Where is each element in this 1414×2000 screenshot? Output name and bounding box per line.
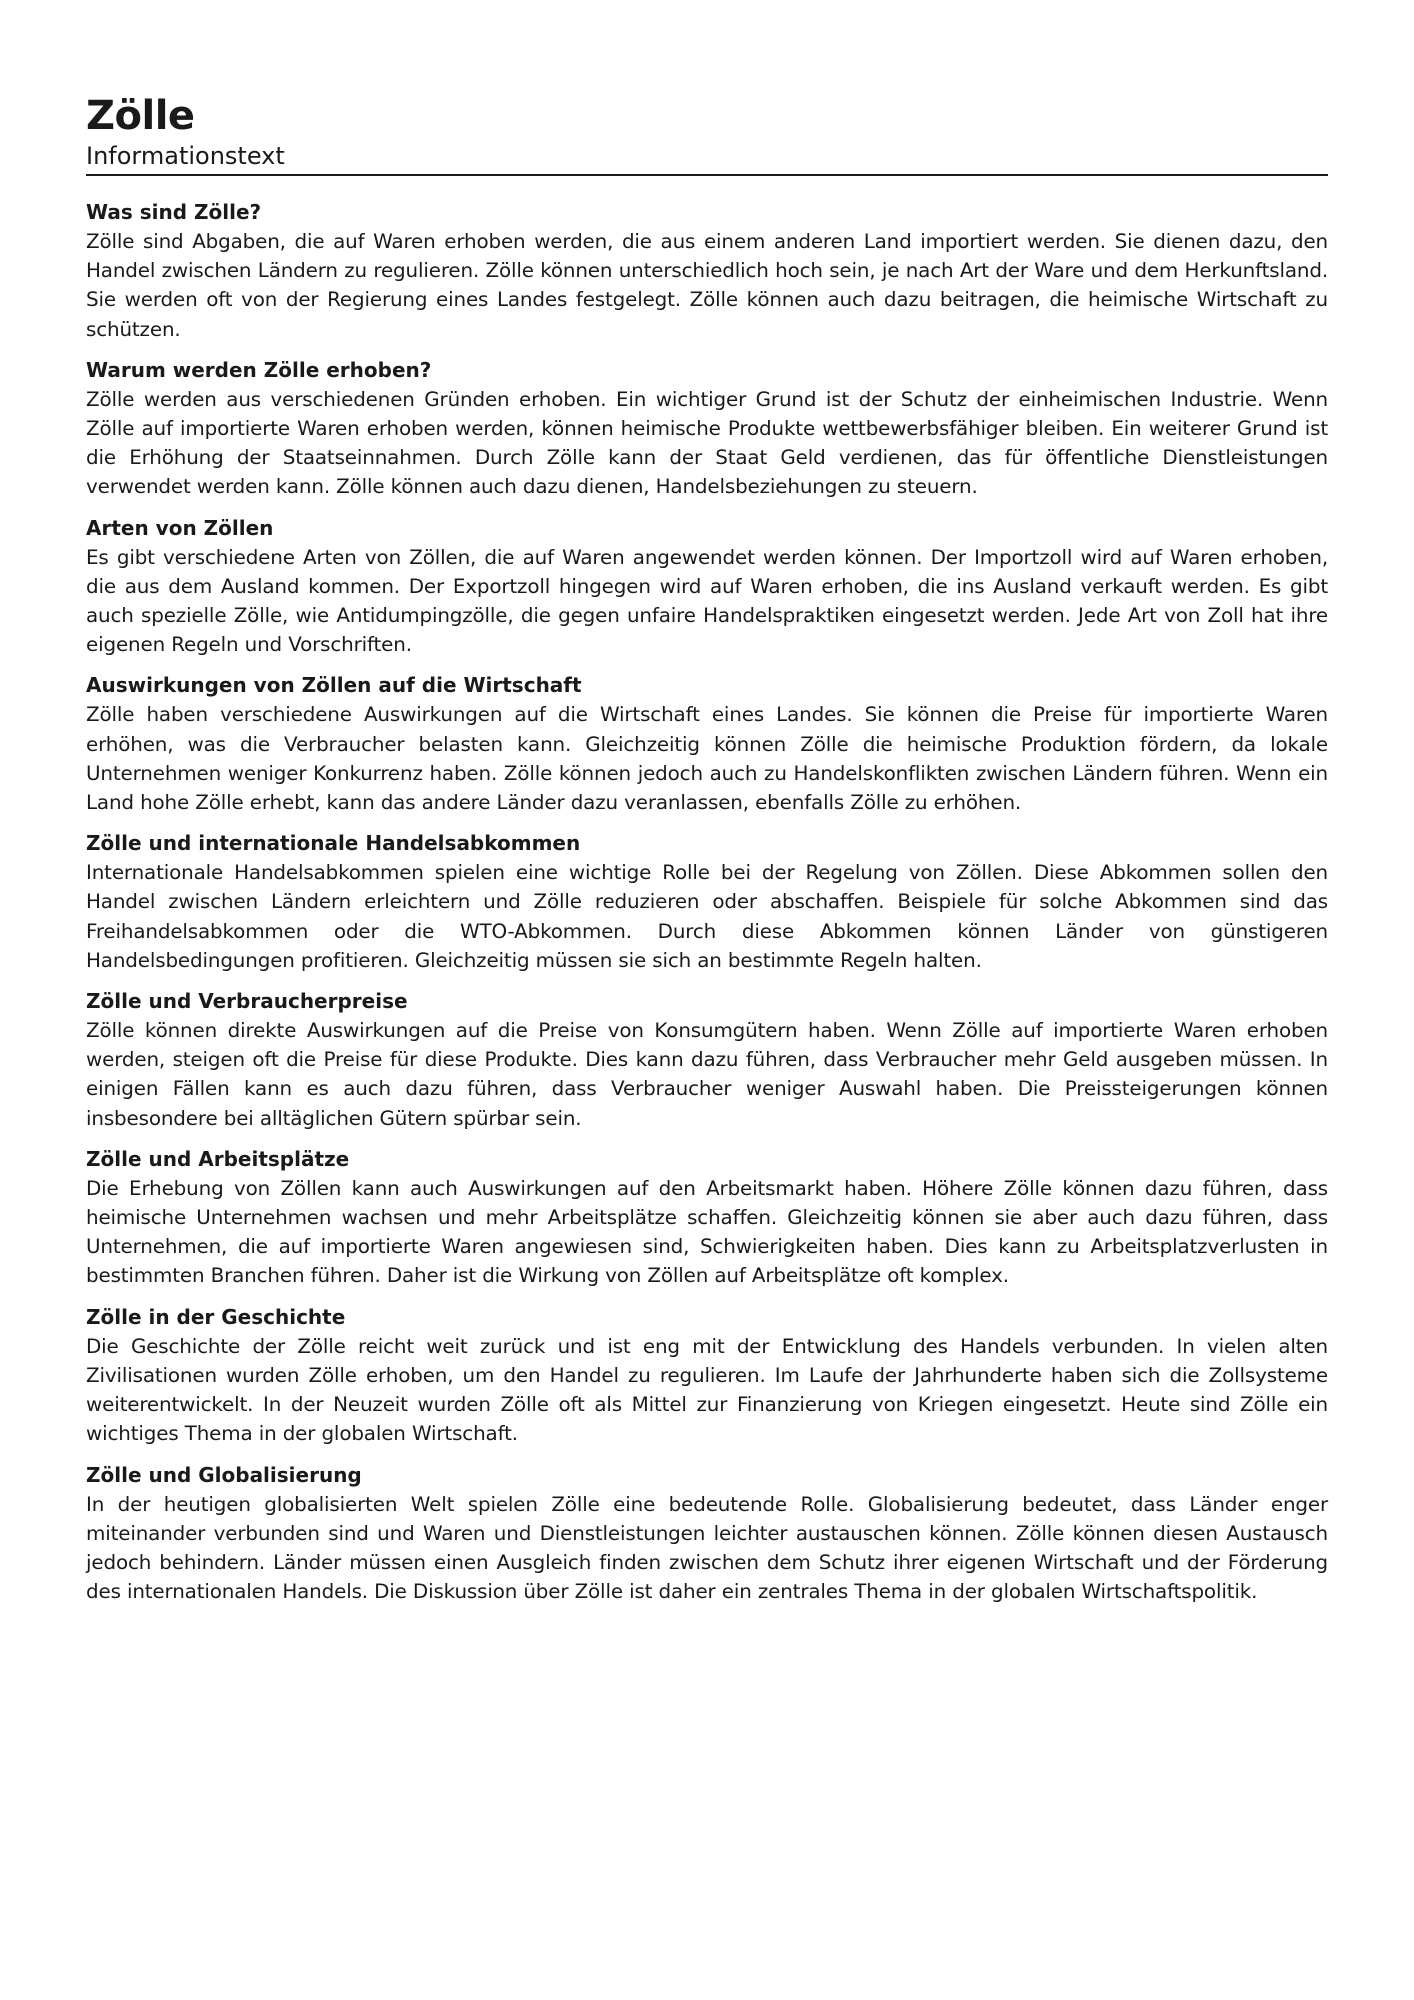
section-body: Zölle können direkte Auswirkungen auf die Preise von Konsumgütern haben. Wenn Zölle auf importierte Waren erhoben werden, steigen oft die Preise für diese Produkte. Dies kann dazu führen, dass Verbraucher mehr Geld ausgeben müssen. In einigen Fällen kann es auch dazu führen, dass Verbraucher weniger Auswahl haben. Die Preissteigerungen können insbesondere bei alltäglichen Gütern spürbar sein. <box>86 1019 1328 1130</box>
section-body: Zölle haben verschiedene Auswirkungen auf die Wirtschaft eines Landes. Sie können die Preise für importierte Waren erhöhen, was die Verbraucher belasten kann. Gleichzeitig können Zölle die heimische Produktion fördern, da lokale Unternehmen weniger Konkurrenz haben. Zölle können jedoch auch zu Handelskonflikten zwischen Ländern führen. Wenn ein Land hohe Zölle erhebt, kann das andere Länder dazu veranlassen, ebenfalls Zölle zu erhöhen. <box>86 703 1328 815</box>
section-heading: Was sind Zölle? <box>86 200 262 224</box>
section-body: Internationale Handelsabkommen spielen eine wichtige Rolle bei der Regelung von Zöllen. Diese Abkommen sollen den Handel zwischen Ländern erleichtern und Zölle reduzieren oder abschaffen. Beispiele für solche Abkommen sind das Freihandelsabkommen oder die WTO-Abkommen. Durch diese Abkommen können Länder von günstigeren Handelsbedingungen profitieren. Gleichzeitig müssen sie sich an bestimmte Regeln halten. <box>86 861 1328 972</box>
section-auswirkungen-wirtschaft <box>86 671 1328 817</box>
section-arbeitsplaetze <box>86 1145 1328 1291</box>
section-heading: Zölle und internationale Handelsabkommen <box>86 831 581 856</box>
section-heading: Zölle in der Geschichte <box>86 1304 346 1329</box>
section-body: Es gibt verschiedene Arten von Zöllen, die auf Waren angewendet werden können. Der Importzoll wird auf Waren erhoben, die aus dem Ausland kommen. Der Exportzoll hingegen wird auf Waren erhoben, die ins Ausland verkauft werden. Es gibt auch spezielle Zölle, wie Antidumpingzölle, die gegen unfaire Handelspraktiken eingesetzt werden. Jede Art von Zoll hat ihre eigenen Regeln und Vorschriften. <box>86 545 1328 657</box>
section-heading: Auswirkungen von Zöllen auf die Wirtschaft <box>86 673 582 698</box>
section-was-sind-zoelle <box>86 198 1328 344</box>
section-body: Zölle werden aus verschiedenen Gründen erhoben. Ein wichtiger Grund ist der Schutz der einheimischen Industrie. Wenn Zölle auf importierte Waren erhoben werden, können heimische Produkte wettbewerbsfähiger bleiben. Ein weiterer Grund ist die Erhöhung der Staatseinnahmen. Durch Zölle kann der Staat Geld verdienen, das für öffentliche Dienstleistungen verwendet werden kann. Zölle können auch dazu dienen, Handelsbeziehungen zu steuern. <box>86 387 1328 499</box>
section-verbraucherpreise <box>86 987 1328 1133</box>
section-warum-zoelle <box>86 356 1328 502</box>
document-page <box>86 92 1328 1618</box>
section-body: Zölle sind Abgaben, die auf Waren erhoben werden, die aus einem anderen Land importiert werden. Sie dienen dazu, den Handel zwischen Ländern zu regulieren. Zölle können unterschiedlich hoch sein, je nach Art der Ware und dem Herkunftsland. Sie werden oft von der Regierung eines Landes festgelegt. Zölle können auch dazu beitragen, die heimische Wirtschaft zu schützen. <box>86 230 1328 341</box>
section-heading: Zölle und Globalisierung <box>86 1462 362 1487</box>
document-subtitle: Informationstext <box>86 142 1328 176</box>
section-globalisierung <box>86 1461 1328 1607</box>
document-title: Zölle <box>86 93 195 139</box>
section-handelsabkommen <box>86 829 1328 975</box>
section-arten-von-zoellen <box>86 514 1328 660</box>
section-body: Die Erhebung von Zöllen kann auch Auswirkungen auf den Arbeitsmarkt haben. Höhere Zölle können dazu führen, dass heimische Unternehmen wachsen und mehr Arbeitsplätze schaffen. Gleichzeitig können sie aber auch dazu führen, dass Unternehmen, die auf importierte Waren angewiesen sind, Schwierigkeiten haben. Dies kann zu Arbeitsplatzverlusten in bestimmten Branchen führen. Daher ist die Wirkung von Zöllen auf Arbeitsplätze oft komplex. <box>86 1176 1328 1288</box>
sections-container <box>86 198 1328 1606</box>
section-heading: Zölle und Verbraucherpreise <box>86 989 408 1014</box>
section-body: In der heutigen globalisierten Welt spielen Zölle eine bedeutende Rolle. Globalisierung bedeutet, dass Länder enger miteinander verbunden sind und Waren und Dienstleistungen leichter austauschen können. Zölle können diesen Austausch jedoch behindern. Länder müssen einen Ausgleich finden zwischen dem Schutz ihrer eigenen Wirtschaft und der Förderung des internationalen Handels. Die Diskussion über Zölle ist daher ein zentrales Thema in der globalen Wirtschaftspolitik. <box>86 1492 1328 1604</box>
section-heading: Arten von Zöllen <box>86 515 274 540</box>
section-heading: Zölle und Arbeitsplätze <box>86 1146 350 1171</box>
section-geschichte <box>86 1303 1328 1449</box>
section-body: Die Geschichte der Zölle reicht weit zurück und ist eng mit der Entwicklung des Handels verbunden. In vielen alten Zivilisationen wurden Zölle erhoben, um den Handel zu regulieren. Im Laufe der Jahrhunderte haben sich die Zollsysteme weiterentwickelt. In der Neuzeit wurden Zölle oft als Mittel zur Finanzierung von Kriegen eingesetzt. Heute sind Zölle ein wichtiges Thema in der globalen Wirtschaft. <box>86 1334 1328 1446</box>
section-heading: Warum werden Zölle erhoben? <box>86 357 432 382</box>
